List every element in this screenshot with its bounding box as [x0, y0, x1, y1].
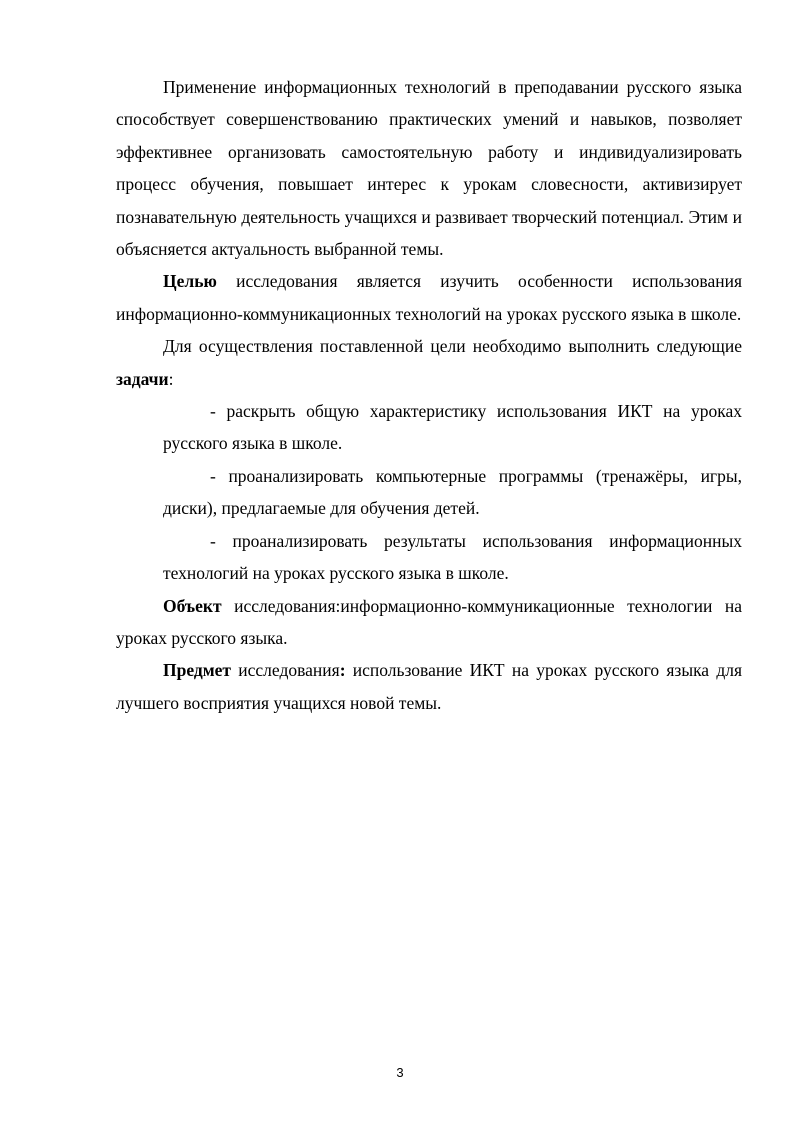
subject-middle: исследования: [231, 660, 340, 681]
goal-text: исследования является изучить особенности использования информационно-коммуникационных технологий на уроках русского языка в школе.: [116, 271, 742, 324]
tasks-intro-paragraph: [116, 330, 742, 395]
task-item-1: - раскрыть общую характеристику использования ИКТ на уроках русского языка в школе.: [163, 401, 742, 454]
tasks-intro-suffix: :: [168, 368, 174, 389]
goal-label: Целью: [163, 271, 217, 292]
page-number: 3: [396, 1065, 404, 1080]
tasks-label: задачи: [116, 368, 169, 389]
tasks-intro-text: Для осуществления поставленной цели необходимо выполнить следующие: [163, 336, 742, 357]
object-paragraph: [116, 590, 742, 655]
subject-colon: :: [339, 660, 346, 681]
object-label: Объект: [163, 595, 222, 616]
object-text: исследования:информационно-коммуникационные технологии на уроках русского языка.: [116, 595, 742, 648]
subject-text: использование ИКТ на уроках русского языка для лучшего восприятия учащихся новой темы.: [116, 660, 743, 713]
subject-paragraph: [116, 654, 742, 719]
intro-paragraph: Применение информационных технологий в преподавании русского языка способствует совершенствованию практических умений и навыков, позволяет эффективнее организовать самостоятельную работу и индивидуализировать процесс обучения, повышает интерес к урокам словесности, активизирует познавательную деятельность учащихся и развивает творческий потенциал. Этим и объясняется актуальность выбранной темы.: [116, 77, 742, 260]
goal-paragraph: [116, 265, 742, 330]
task-item-3: - проанализировать результаты использования информационных технологий на уроках русского языка в школе.: [163, 530, 742, 584]
document-body: [116, 71, 742, 719]
subject-label: Предмет: [163, 660, 232, 681]
task-item-2: - проанализировать компьютерные программы (тренажёры, игры, диски), предлагаемые для обучения детей.: [163, 465, 742, 519]
